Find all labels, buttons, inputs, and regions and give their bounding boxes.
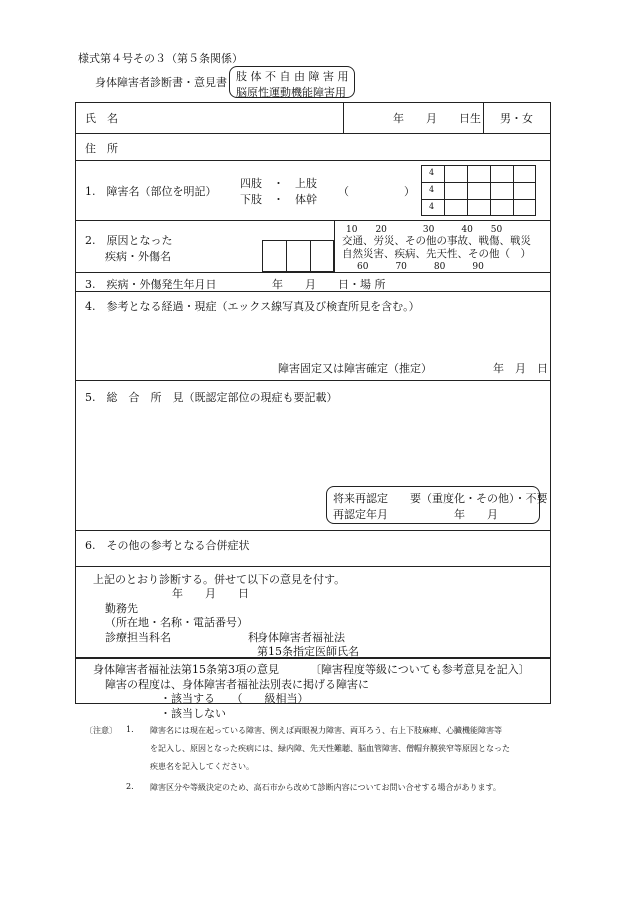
note-1-line1: 障害名には現在起っている障害、例えば両眼視力障害、両耳ろう、右上下肢麻痺、心臓機能障害等 [150,726,502,735]
cause-options-2[interactable]: 自然災害、疾病、先天性、その他（ ） [342,248,531,260]
cause-codes-2: 60 70 80 90 [357,262,484,272]
cause-codes-1: 10 20 30 40 50 [346,225,503,235]
workplace-note: （所在地・名称・電話番号） [105,616,248,629]
sex-select[interactable]: 男・女 [500,112,533,125]
fixed-label: 障害固定又は障害確定（推定） [278,362,432,375]
cause-code-boxes[interactable] [262,240,334,272]
address-label: 住 所 [85,142,118,155]
fixed-date[interactable]: 年 月 日 [493,362,548,375]
department-label[interactable]: 診療担当科名 科 [105,631,259,644]
cause-options-1[interactable]: 交通、労災、その他の事故、戦傷、戦災 [342,235,531,247]
onset-label: 3. 疾病・外傷発生年月日 [85,278,217,291]
grid-number: 4 [429,202,435,211]
opinion-not-applicable[interactable]: ・該当しない [160,707,226,720]
name-label: 氏 名 [85,112,118,125]
cause-label-1: 2. 原因となった [85,234,173,247]
opinion-title: 身体障害者福祉法第15条第3項の意見 [93,663,279,676]
opinion-applicable[interactable]: ・該当する （ 級相当） [160,692,309,705]
limbs-line1[interactable]: 四肢 ・ 上肢 [240,177,317,190]
form-number: 様式第４号その３（第５条関係） [78,52,243,65]
recert-date[interactable]: 再認定年月 年 月 [333,508,498,521]
form-title: 身体障害者診断書・意見書 [95,76,227,89]
limbs-line2[interactable]: 下肢 ・ 体幹 [240,193,317,206]
doctor-name-label[interactable]: 第15条指定医師氏名 [257,645,359,658]
opinion-line: 障害の程度は、身体障害者福祉法別表に掲げる障害に [105,678,369,691]
note-1-number: 1. [126,725,134,734]
disability-label: 1. 障害名（部位を明記） [85,185,217,198]
notes-label: 〔注意〕 [85,726,117,735]
birth-date[interactable]: 年 月 日生 [393,112,481,125]
workplace-label: 勤務先 [105,602,138,615]
note-1-line2: を記入し、原因となった疾病には、緑内障、先天性難聴、脳血管障害、僧帽弁膜狭窄等原因となった [150,744,510,753]
note-2-number: 2. [126,782,134,791]
note-2-line1: 障害区分や等級決定のため、高石市から改めて診断内容についてお問い合せする場合があります。 [150,783,501,792]
diagnosis-statement: 上記のとおり診断する。併せて以下の意見を付す。 [93,573,346,586]
onset-date-place[interactable]: 年 月 日・場 所 [272,278,386,291]
note-1-line3: 疾患名を記入してください。 [150,762,254,771]
form-type-brain: 脳原性運動機能障害用 [236,86,346,99]
grid-number: 4 [429,185,435,194]
other-label: 6. その他の参考となる合併症状 [85,539,250,552]
disability-grid [421,165,536,216]
opinion-note: 〔障害程度等級についても参考意見を記入〕 [310,663,530,676]
disability-paren[interactable]: （ ） [338,185,415,198]
grid-number: 4 [429,168,435,177]
doctor-law: 身体障害者福祉法 [257,631,345,644]
form-type-limb: 肢 体 不 自 由 障 害 用 [236,70,349,83]
history-label: 4. 参考となる経過・現症（エックス線写真及び検査所見を含む。） [85,300,420,313]
cause-label-2: 疾病・外傷名 [105,250,171,263]
findings-label: 5. 総 合 所 見（既認定部位の現症も要記載） [85,391,338,404]
diagnosis-date[interactable]: 年 月 日 [172,587,249,600]
recert-required[interactable]: 将来再認定 要（重度化・その他）・不要 [333,492,548,505]
